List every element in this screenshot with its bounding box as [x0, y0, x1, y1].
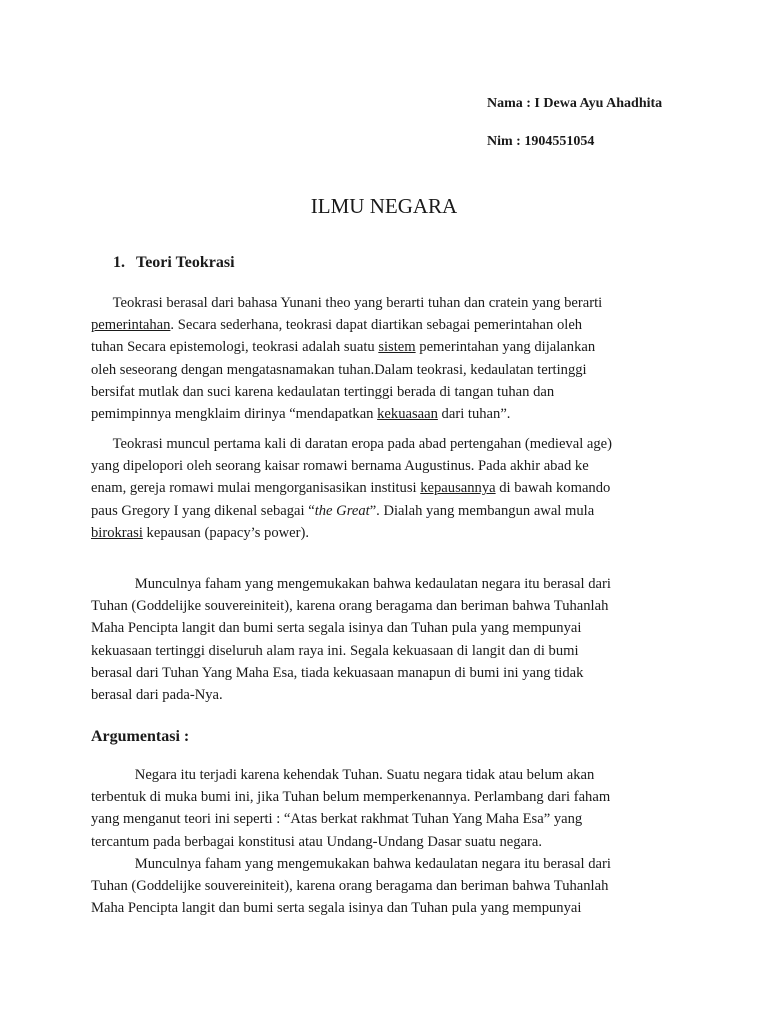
- text-line: [91, 403, 691, 425]
- section-number: 1.: [113, 254, 125, 271]
- text-run: pemerintahan yang dijalankan: [415, 339, 596, 356]
- text-run: tercantum pada berbagai konstitusi atau Undang-Undang Dasar suatu negara.: [91, 833, 543, 850]
- student-nim: Nim : 1904551054: [487, 134, 595, 149]
- text-line: [91, 808, 691, 830]
- text-line: [91, 500, 691, 522]
- text-run: bersifat mutlak dan suci karena kedaulatan tertinggi berada di tangan tuhan dan: [91, 383, 555, 400]
- paragraph-2: [91, 433, 691, 544]
- text-line: [91, 764, 691, 786]
- underlined-term: birokrasi: [91, 524, 143, 541]
- text-line: [91, 684, 691, 706]
- section-title: Teori Teokrasi: [136, 254, 235, 271]
- text-run: Munculnya faham yang mengemukakan bahwa kedaulatan negara itu berasal dari: [91, 855, 611, 872]
- text-line: [91, 831, 691, 853]
- text-line: [91, 522, 691, 544]
- text-line: [91, 595, 691, 617]
- text-run: Negara itu terjadi karena kehendak Tuhan. Suatu negara tidak atau belum akan: [91, 767, 595, 783]
- paragraph-4: [91, 764, 691, 919]
- text-line: [91, 573, 691, 595]
- text-run: kepausan (papacy’s power).: [142, 524, 310, 541]
- text-run: Maha Pencipta langit dan bumi serta segala isinya dan Tuhan pula yang mempunyai: [91, 620, 582, 637]
- underlined-term: kekuasaan: [377, 405, 438, 422]
- text-run: terbentuk di muka bumi ini, jika Tuhan belum memperkenannya. Perlambang dari faham: [91, 789, 611, 806]
- underlined-term: pemerintahan: [91, 317, 171, 334]
- text-line: [91, 897, 691, 919]
- text-line: [91, 477, 691, 499]
- text-line: [91, 640, 691, 662]
- section-heading-argumentasi: Argumentasi :: [91, 728, 190, 745]
- text-run: dari tuhan”.: [437, 405, 511, 422]
- text-run: Teokrasi berasal dari bahasa Yunani theo yang berarti tuhan dan cratein yang berarti: [91, 295, 603, 311]
- text-run: enam, gereja romawi mulai mengorganisasikan institusi: [91, 480, 421, 497]
- text-run: di bawah komando: [495, 480, 611, 497]
- text-line: [91, 662, 691, 684]
- text-run: pemimpinnya mengklaim dirinya “mendapatkan: [91, 405, 378, 422]
- student-name: Nama : I Dewa Ayu Ahadhita: [487, 96, 663, 111]
- text-run: kekuasaan tertinggi diseluruh alam raya ini. Segala kekuasaan di langit dan di bumi: [91, 642, 579, 659]
- text-run: . Secara sederhana, teokrasi dapat diartikan sebagai pemerintahan oleh: [170, 317, 583, 334]
- text-line: [91, 455, 691, 477]
- text-run: Maha Pencipta langit dan bumi serta segala isinya dan Tuhan pula yang mempunyai: [91, 900, 582, 917]
- text-line: [91, 381, 691, 403]
- text-line: [91, 875, 691, 897]
- text-line: [91, 853, 691, 875]
- text-run: berasal dari Tuhan Yang Maha Esa, tiada kekuasaan manapun di bumi ini yang tidak: [91, 664, 584, 681]
- text-run: oleh seseorang dengan mengatasnamakan tuhan.Dalam teokrasi, kedaulatan tertinggi: [91, 361, 587, 378]
- text-run: yang menganut teori ini seperti : “Atas berkat rakhmat Tuhan Yang Maha Esa” yang: [91, 811, 583, 828]
- document-title: ILMU NEGARA: [310, 194, 458, 218]
- paragraph-1: [91, 292, 691, 425]
- text-line: [91, 336, 691, 358]
- text-line: [91, 292, 691, 314]
- text-line: [91, 433, 691, 455]
- section-heading-teokrasi: [113, 253, 235, 273]
- paragraph-3: [91, 573, 691, 706]
- text-line: [91, 359, 691, 381]
- text-line: [91, 617, 691, 639]
- text-run: paus Gregory I yang dikenal sebagai “: [91, 502, 315, 519]
- text-run: ”. Dialah yang membangun awal mula: [369, 502, 595, 519]
- text-run: Tuhan (Goddelijke souvereiniteit), karena orang beragama dan beriman bahwa Tuhanlah: [91, 598, 609, 615]
- text-line: [91, 786, 691, 808]
- text-run: Teokrasi muncul pertama kali di daratan eropa pada abad pertengahan (medieval age): [91, 436, 613, 452]
- text-run: Tuhan (Goddelijke souvereiniteit), karena orang beragama dan beriman bahwa Tuhanlah: [91, 877, 609, 894]
- text-run: yang dipelopori oleh seorang kaisar romawi bernama Augustinus. Pada akhir abad ke: [91, 458, 589, 475]
- underlined-term: kepausannya: [420, 480, 496, 497]
- underlined-term: sistem: [378, 339, 416, 356]
- text-run: Munculnya faham yang mengemukakan bahwa kedaulatan negara itu berasal dari: [91, 576, 611, 592]
- text-run: tuhan Secara epistemologi, teokrasi adalah suatu: [91, 339, 379, 356]
- text-line: [91, 314, 691, 336]
- italic-term: the Great: [314, 502, 370, 519]
- text-run: berasal dari pada-Nya.: [91, 686, 223, 703]
